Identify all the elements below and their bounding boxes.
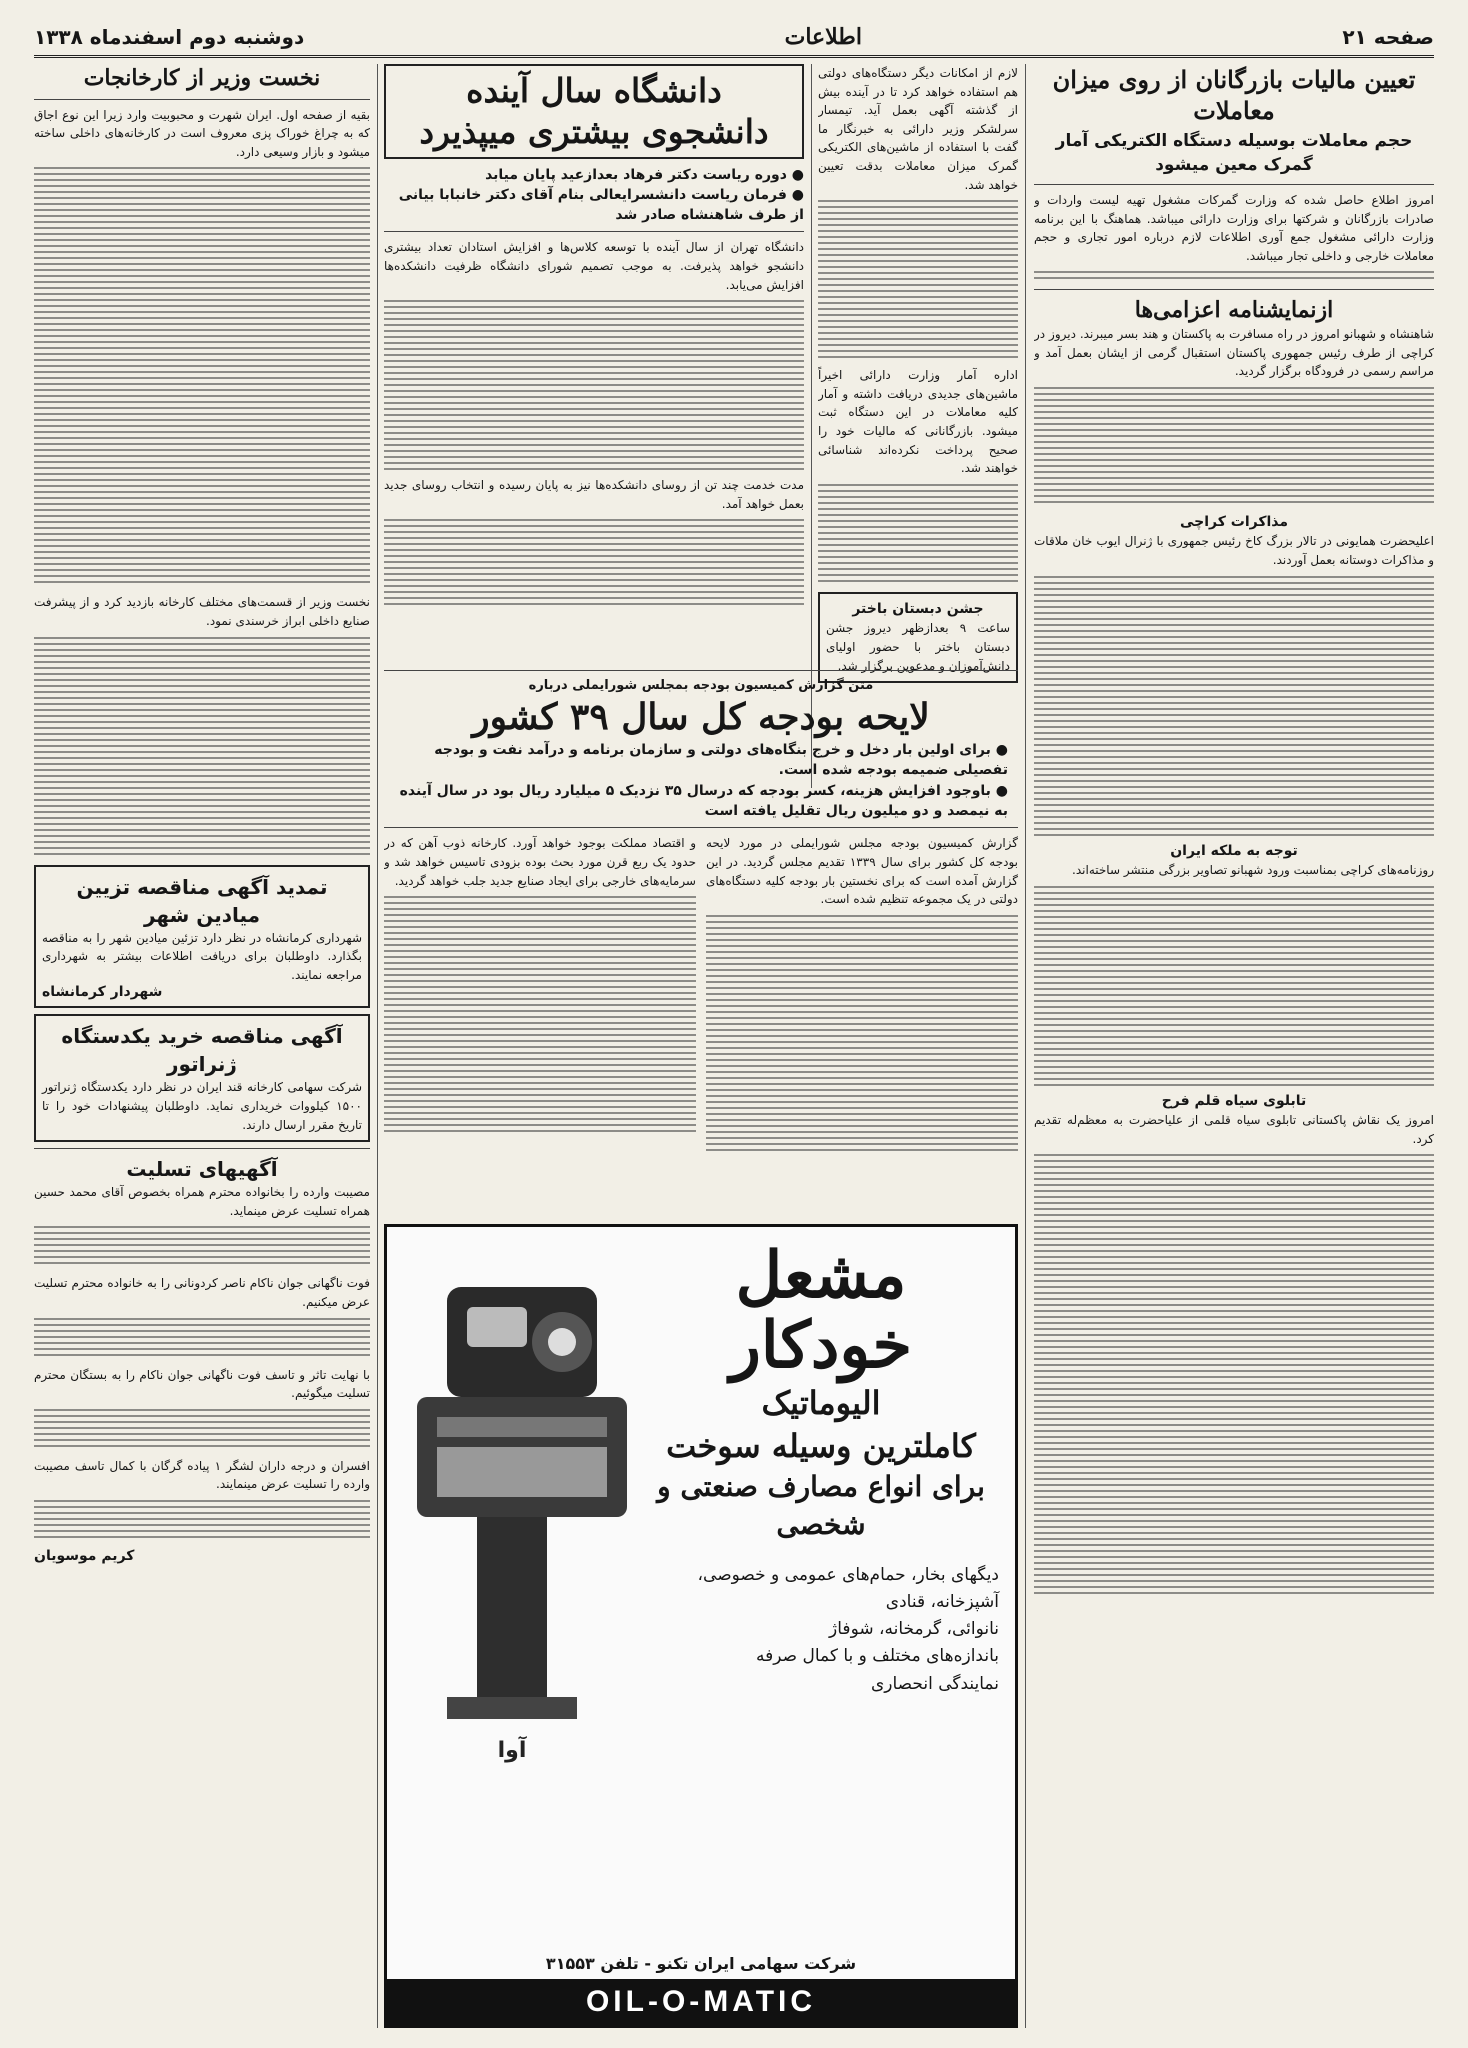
notice-city-squares-title: تمدید آگهی مناقصه تزیین میادین شهر: [76, 874, 328, 927]
tax-continued-body: لازم از امکانات دیگر دستگاه‌های دولتی هم استفاده خواهد کرد تا در آینده بیش از گذشته آگهی بعمل آید. تیمسار سرلشکر وزیر دارائی به خبرنگار ما گفت با استفاده از ماشین‌های الکتریکی گمرک میزان معاملات بدقت تعیین خواهد شد.: [818, 66, 1018, 192]
condolence-3: با نهایت تاثر و تاسف فوت ناگهانی جوان ناکام را به بستگان محترم تسلیت میگوئیم.: [34, 1367, 370, 1401]
school-celebration-body: ساعت ۹ بعدازظهر دیروز جشن دبستان باختر با حضور اولیای دانش‌آموزان و مدعوین برگزار شد.: [826, 621, 1011, 673]
masthead: [34, 18, 1434, 58]
budget-body2: و اقتصاد مملکت بوجود خواهد آورد. کارخانه ذوب آهن که در حدود یک ربع قرن مورد بحث بوده بزودی تاسیس خواهد شد و سرمایه‌های خارجی برای ایجاد صنایع جدید جلب خواهد گردید.: [384, 836, 696, 888]
factories-body: بقیه از صفحه اول. ایران شهرت و محبوبیت وارد زیرا این نوع اجاق که به چراغ خوراک پزی معروف است در کارخانه‌های داخلی ساخته میشود و بازار وسیعی دارد.: [34, 107, 370, 159]
columns: [34, 64, 1434, 2028]
tax-body: امروز اطلاع حاصل شده که وزارت گمرکات مشغول تهیه لیست واردات و صادرات بازرگانان و شرکتها برای وزارت دارائی میباشد. هماهنگ با این برنامه وزارت دارائی مشغول جمع آوری اطلاعات لازم درباره امور تجاری و حجم معاملات خارجی و داخلی تجار میباشد.: [1034, 192, 1434, 263]
condolence-2: فوت ناگهانی جوان ناکام ناصر کردونانی را به خانواده محترم تسلیت عرض میکنیم.: [34, 1276, 370, 1309]
university-body: دانشگاه تهران از سال آینده با توسعه کلاس‌ها و افزایش استادان تعداد بیشتری دانشجو خواهد پذیرفت. به موجب تصمیم شورای دانشگاه ظرفیت دانشکده‌ها افزایش می‌یابد.: [384, 240, 804, 292]
page-number: صفحه ۲۱: [1342, 24, 1434, 49]
notice-generator: [34, 1014, 370, 1142]
burner-illustration: [387, 1227, 637, 1948]
column-factories: [34, 64, 370, 2028]
budget-bullet-2: ● باوجود افزایش هزینه، کسر بودجه که درسال ۳۵ نزدیک ۵ میلیارد ریال بود در سال آینده به نیمصد و دو میلیون ریال تقلیل یافته است: [394, 781, 1008, 822]
condolences-title: آگهیهای تسلیت: [126, 1157, 278, 1182]
article3-title: مذاکرات کراچی: [1179, 513, 1289, 530]
factories-headline: نخست وزیر از کارخانجات: [83, 65, 321, 91]
ad-subtitle2: کاملترین وسیله سوخت: [666, 1426, 976, 1465]
article5-title: تابلوی سیاه قلم فرح: [1161, 1092, 1307, 1109]
budget-bullet-1: ● برای اولین بار دخل و خرج بنگاه‌های دولتی و سازمان برنامه و درآمد نفت و بودجه تفصیلی ضمیمه بودجه شده است.: [394, 740, 1008, 781]
university-body2: مدت خدمت چند تن از روسای دانشکده‌ها نیز به پایان رسیده و انتخاب روسای جدید بعمل خواهد آمد.: [384, 478, 804, 511]
column-rule: [1025, 64, 1026, 2028]
university-bullet-2: ● فرمان ریاست دانشسرایعالی بنام آقای دکتر خانبابا بیانی از طرف شاهنشاه صادر شد: [384, 185, 804, 226]
university-bullet-1: ● دوره ریاست دکتر فرهاد بعدازعید پایان میابد: [384, 165, 804, 185]
tax-headline: تعیین مالیات بازرگانان از روی میزان معاملات: [1052, 65, 1416, 126]
article4-title: توجه به ملکه ایران: [1170, 842, 1298, 859]
budget-kicker: متن گزارش کمیسیون بودجه بمجلس شورایملی درباره: [528, 678, 874, 693]
column-taxes: [1034, 64, 1434, 2028]
ad-address: شرکت سهامی ایران تکنو - تلفن ۳۱۵۵۳: [545, 1954, 857, 1973]
column-rule: [377, 64, 378, 2028]
notice-generator-body: شرکت سهامی کارخانه قند ایران در نظر دارد یکدستگاه ژنراتور ۱۵۰۰ کیلووات خریداری نماید. داوطلبان پیشنهادات خود را تا تاریخ مقرر ارسال دارند.: [42, 1080, 362, 1132]
oil-burner-icon: [387, 1227, 637, 1787]
condolence-signature: کریم موسویان: [34, 1547, 135, 1564]
budget-section: [384, 670, 1018, 1214]
notice-generator-title: آگهی مناقصه خرید یکدستگاه ژنراتور: [61, 1024, 343, 1077]
article4-body: روزنامه‌های کراچی بمناسبت ورود شهبانو تصاویر بزرگی منتشر ساخته‌اند.: [1072, 863, 1434, 878]
tax-subhead: حجم معاملات بوسیله دستگاه الکتریکی آمار گمرک معین میشود: [1055, 131, 1413, 176]
school-celebration-title: جشن دبستان باختر: [852, 600, 984, 617]
condolence-4: افسران و درجه داران لشگر ۱ پیاده گرگان با کمال تاسف مصیبت وارده را تسلیت عرض مینمایند.: [34, 1458, 370, 1492]
ad-feature-1: دیگهای بخار، حمام‌های عمومی و خصوصی، آشپزخانه، قنادی: [697, 1564, 999, 1612]
condolence-1: مصیبت وارده را بخانواده محترم همراه بخصوص آقای محمد حسین همراه تسلیت عرض مینماید.: [34, 1185, 370, 1218]
article5-body: امروز یک نقاش پاکستانی تابلوی سیاه قلمی از علیاحضرت به معظم‌له تقدیم کرد.: [1034, 1113, 1434, 1146]
notice-city-squares-body: شهرداری کرمانشاه در نظر دارد تزئین میادین شهر را به مناقصه بگذارد. داوطلبان برای دریافت اطلاعات بیشتر به شهرداری مراجعه نمایند.: [42, 930, 362, 982]
oilomatic-ad: [384, 1224, 1018, 2028]
factories-body2: نخست وزیر از قسمت‌های مختلف کارخانه بازدید کرد و از پیشرفت صنایع داخلی ابراز خرسندی نمود.: [34, 595, 370, 628]
notice-city-squares-signature: شهردار کرمانشاه: [42, 984, 163, 1001]
university-headline-box: [384, 64, 804, 159]
university-headline1: دانشگاه سال آینده: [466, 71, 722, 110]
budget-body: گزارش کمیسیون بودجه مجلس شورایملی در مورد لایحه بودجه کل کشور برای سال ۱۳۳۹ تقدیم مجلس گردید. در این گزارش آمده است که برای نخستین بار بودجه کلیه دستگاه‌های دولتی در یک مجموعه تنظیم شده است.: [706, 836, 1018, 907]
article3-body: اعلیحضرت همایونی در تالار بزرگ کاخ رئیس جمهوری با ژنرال ایوب خان ملاقات و مذاکرات دوستانه بعمل آوردند.: [1034, 534, 1434, 567]
ad-mark: آوا: [497, 1738, 527, 1763]
ad-subtitle1: الیوماتیک: [761, 1383, 881, 1422]
article2-body: شاهنشاه و شهبانو امروز در راه مسافرت به پاکستان و هند بسر میبرند. دیروز در کراچی از طرف رئیس جمهوری پاکستان استقبال گرمی از ایشان بعمل آمد و مراسم رسمی در فرودگاه برگزار گردید.: [1034, 326, 1434, 379]
ad-subtitle3: برای انواع مصارف صنعتی و شخصی: [657, 1470, 985, 1541]
ad-feature-2: نانوائی، گرمخانه، شوفاژ: [829, 1619, 999, 1640]
tax-continued-body2: اداره آمار وزارت دارائی اخیراً ماشین‌های جدیدی دریافت داشته و آمار کلیه معاملات در این دستگاه ثبت میشود. بازرگانانی که مالیات خود را صحیح پرداخت نکرده‌اند شناسائی خواهند شد.: [818, 368, 1018, 476]
ad-feature-3: باندازه‌های مختلف و با کمال صرفه: [756, 1646, 999, 1667]
notice-city-squares: [34, 865, 370, 1009]
university-headline2: دانشجوی بیشتری میپذیرد: [419, 112, 769, 152]
ad-brand: OIL-O-MATIC: [387, 1979, 1015, 2025]
article2-title: ازنمایشنامه اعزامی‌ها: [1134, 297, 1334, 324]
paper-name: اطلاعات: [784, 23, 862, 50]
column-university: [384, 64, 804, 738]
ad-title: مشعل خودکار: [730, 1238, 912, 1384]
issue-date: دوشنبه دوم اسفندماه ۱۳۳۸: [34, 24, 305, 49]
budget-headline: لایحه بودجه کل سال ۳۹ کشور: [472, 696, 930, 739]
ad-feature-4: نمایندگی انحصاری: [870, 1673, 999, 1694]
